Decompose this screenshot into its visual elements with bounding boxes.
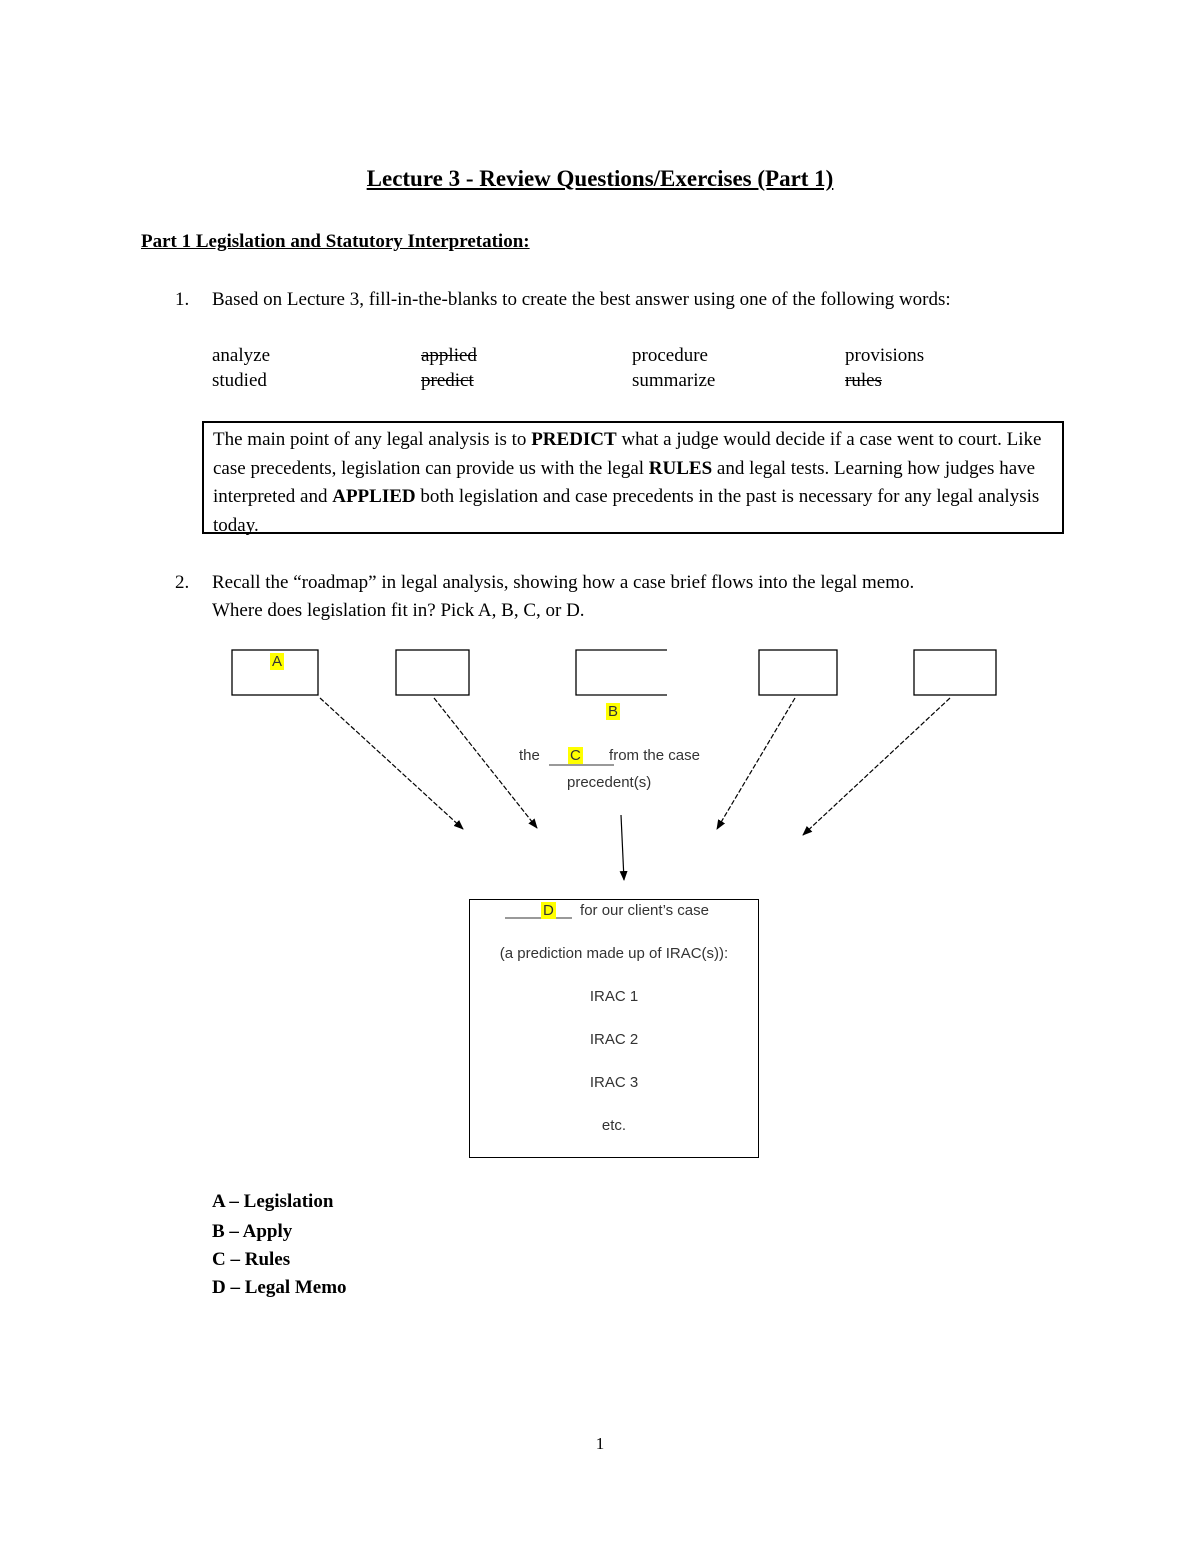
answer-key-a: A – Legislation: [212, 1191, 334, 1212]
question-2-number: 2.: [175, 572, 190, 593]
word-option-struck: rules: [845, 370, 882, 391]
memo-irac-item: IRAC 3: [589, 1074, 639, 1091]
page-number: 1: [595, 1434, 605, 1453]
answer-text: The main point of any legal analysis is to: [213, 429, 532, 450]
memo-subtitle: (a prediction made up of IRAC(s)):: [499, 945, 729, 962]
question-2-line-2: Where does legislation fit in? Pick A, B, C, or D.: [212, 600, 585, 621]
rule-line-2: precedent(s): [567, 774, 652, 791]
word-option: studied: [212, 370, 267, 391]
word-option-struck: applied: [421, 345, 477, 366]
page-title: Lecture 3 - Review Questions/Exercises (Part 1): [366, 166, 834, 191]
answer-text: what a judge would decide if a case went to court. Like case precedents, legislation can provide us with the legal: [213, 429, 1042, 479]
answer-text: both legislation and case precedents in the past is necessary for any legal analysis today.: [213, 486, 1040, 536]
label-b: B: [608, 703, 619, 720]
answer-rules: RULES: [648, 457, 713, 479]
arrow-line: [621, 815, 624, 880]
arrow-line: [803, 698, 950, 835]
memo-etc: etc.: [601, 1117, 627, 1134]
legal-memo-box: [469, 899, 759, 1158]
memo-title: D for our client’s case: [543, 902, 709, 919]
answer-predict: PREDICT: [531, 429, 617, 450]
question-1-number: 1.: [175, 289, 190, 310]
arrow-line: [320, 698, 463, 829]
answer-applied: APPLIED: [332, 486, 416, 507]
answer-key-d: D – Legal Memo: [212, 1277, 347, 1298]
box-2: [396, 650, 469, 695]
part-heading: Part 1 Legislation and Statutory Interpretation:: [141, 231, 530, 252]
rule-line-1: the C from the case: [519, 747, 700, 764]
box-4: [759, 650, 837, 695]
word-option-struck: predict: [421, 370, 474, 391]
answer-key-c: C – Rules: [212, 1249, 291, 1270]
arrow-line: [717, 698, 795, 829]
question-1-text: Based on Lecture 3, fill-in-the-blanks to create the best answer using one of the following words:: [212, 289, 951, 310]
answer-key-b: B – Apply: [212, 1221, 293, 1242]
box-5: [914, 650, 996, 695]
box-b: [576, 650, 667, 695]
answer-text: and legal tests. Learning how judges have interpreted and: [213, 457, 1036, 507]
memo-irac-item: IRAC 1: [589, 988, 639, 1005]
memo-irac-item: IRAC 2: [589, 1031, 639, 1048]
word-option: provisions: [845, 345, 925, 366]
word-option: summarize: [632, 370, 716, 391]
word-option: procedure: [632, 345, 708, 366]
word-option: analyze: [212, 345, 271, 366]
box-a-label: A: [272, 653, 283, 670]
question-2-line-1: Recall the “roadmap” in legal analysis, showing how a case brief flows into the legal memo.: [212, 572, 915, 593]
